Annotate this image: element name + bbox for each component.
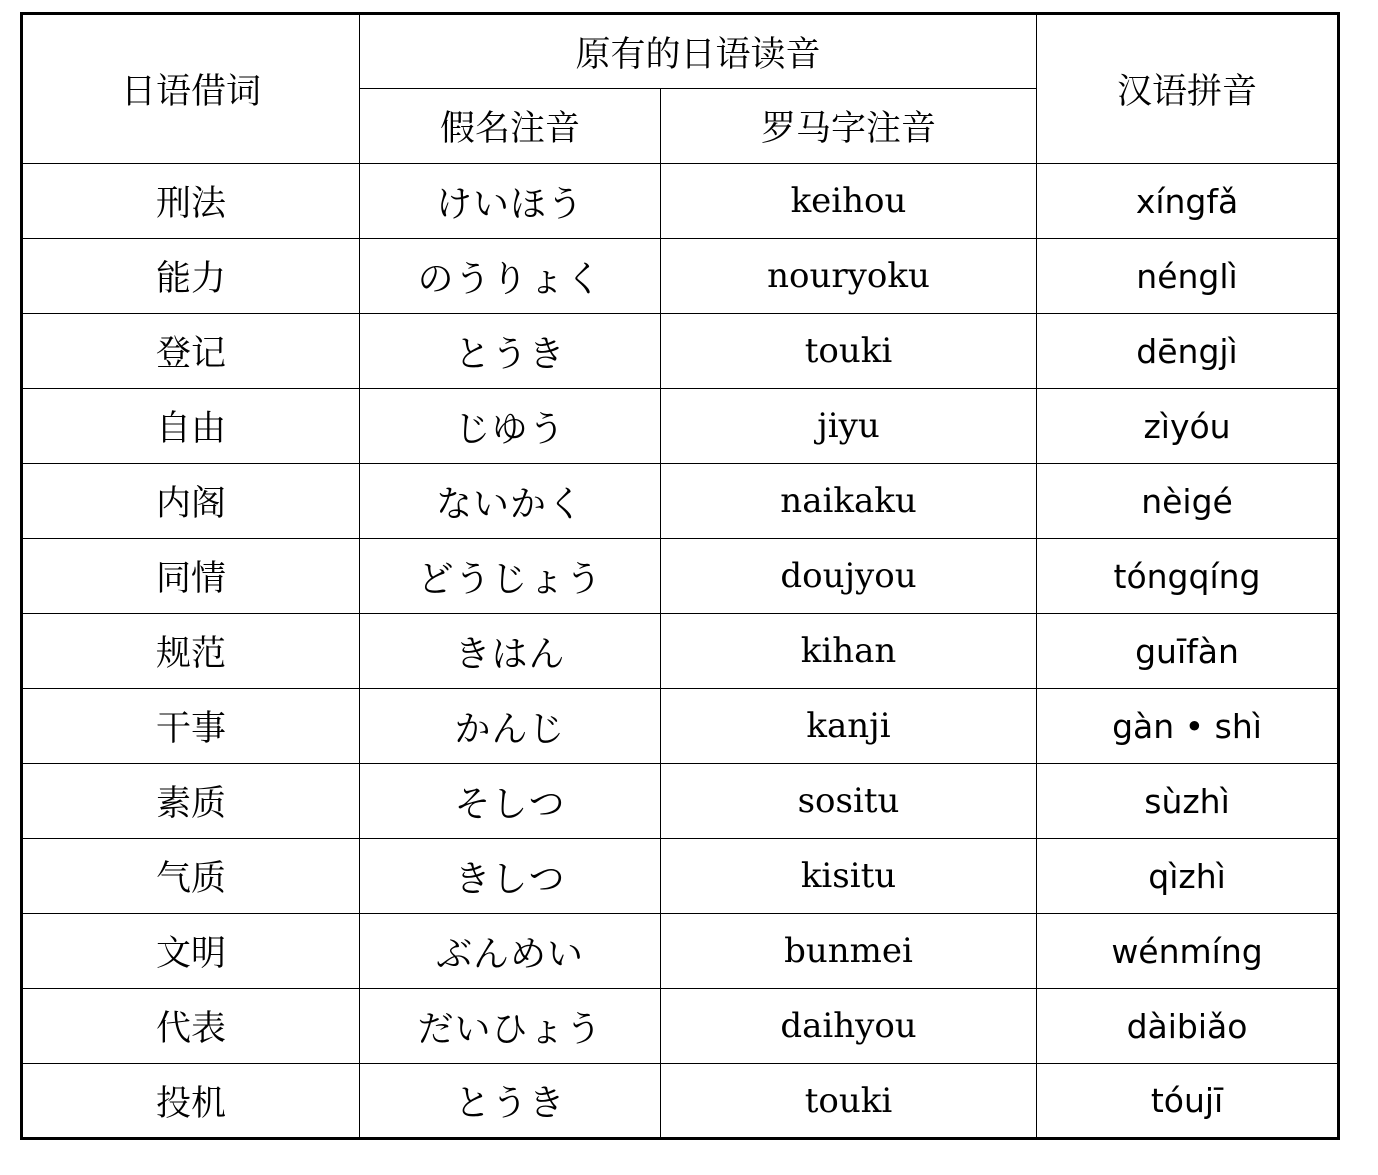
cell-romaji: sositu — [661, 764, 1037, 839]
cell-romaji: nouryoku — [661, 239, 1037, 314]
cell-romaji: touki — [661, 314, 1037, 389]
cell-kana: どうじょう — [360, 539, 661, 614]
cell-pinyin: xíngfǎ — [1037, 164, 1339, 239]
cell-word: 干事 — [22, 689, 360, 764]
cell-pinyin: nénglì — [1037, 239, 1339, 314]
cell-romaji: naikaku — [661, 464, 1037, 539]
table-row — [22, 239, 1339, 314]
cell-kana: だいひょう — [360, 989, 661, 1064]
cell-word: 素质 — [22, 764, 360, 839]
cell-romaji: jiyu — [661, 389, 1037, 464]
cell-pinyin: dàibiǎo — [1037, 989, 1339, 1064]
cell-kana: けいほう — [360, 164, 661, 239]
cell-word: 内阁 — [22, 464, 360, 539]
table-header — [22, 14, 1339, 164]
cell-kana: のうりょく — [360, 239, 661, 314]
cell-kana: きはん — [360, 614, 661, 689]
cell-romaji: kanji — [661, 689, 1037, 764]
cell-romaji: touki — [661, 1064, 1037, 1139]
cell-kana: とうき — [360, 1064, 661, 1139]
table-row — [22, 1064, 1339, 1139]
cell-pinyin: zìyóu — [1037, 389, 1339, 464]
cell-word: 登记 — [22, 314, 360, 389]
header-loanword: 日语借词 — [22, 14, 360, 164]
cell-kana: じゆう — [360, 389, 661, 464]
cell-pinyin: gàn • shì — [1037, 689, 1339, 764]
cell-kana: そしつ — [360, 764, 661, 839]
cell-pinyin: dēngjì — [1037, 314, 1339, 389]
cell-romaji: doujyou — [661, 539, 1037, 614]
table-row — [22, 689, 1339, 764]
table-row — [22, 839, 1339, 914]
cell-word: 投机 — [22, 1064, 360, 1139]
table-row — [22, 539, 1339, 614]
header-original-reading: 原有的日语读音 — [360, 14, 1037, 89]
table-row — [22, 989, 1339, 1064]
table-row — [22, 164, 1339, 239]
cell-word: 同情 — [22, 539, 360, 614]
cell-kana: ないかく — [360, 464, 661, 539]
cell-romaji: bunmei — [661, 914, 1037, 989]
header-row-1 — [22, 14, 1339, 89]
header-kana: 假名注音 — [360, 89, 661, 164]
cell-word: 能力 — [22, 239, 360, 314]
cell-word: 刑法 — [22, 164, 360, 239]
cell-romaji: daihyou — [661, 989, 1037, 1064]
cell-word: 自由 — [22, 389, 360, 464]
table-body — [22, 164, 1339, 1139]
cell-pinyin: qìzhì — [1037, 839, 1339, 914]
cell-romaji: keihou — [661, 164, 1037, 239]
cell-word: 代表 — [22, 989, 360, 1064]
cell-pinyin: tóujī — [1037, 1064, 1339, 1139]
cell-word: 文明 — [22, 914, 360, 989]
table-row — [22, 389, 1339, 464]
table-row — [22, 464, 1339, 539]
table-row — [22, 614, 1339, 689]
loanword-table — [20, 12, 1340, 1140]
cell-romaji: kisitu — [661, 839, 1037, 914]
cell-word: 规范 — [22, 614, 360, 689]
table-row — [22, 764, 1339, 839]
table-row — [22, 314, 1339, 389]
cell-pinyin: sùzhì — [1037, 764, 1339, 839]
cell-pinyin: nèigé — [1037, 464, 1339, 539]
cell-word: 气质 — [22, 839, 360, 914]
table-row — [22, 914, 1339, 989]
cell-kana: とうき — [360, 314, 661, 389]
header-romaji: 罗马字注音 — [661, 89, 1037, 164]
cell-kana: きしつ — [360, 839, 661, 914]
cell-kana: ぶんめい — [360, 914, 661, 989]
cell-pinyin: guīfàn — [1037, 614, 1339, 689]
cell-pinyin: wénmíng — [1037, 914, 1339, 989]
cell-pinyin: tóngqíng — [1037, 539, 1339, 614]
header-pinyin: 汉语拼音 — [1037, 14, 1339, 164]
cell-romaji: kihan — [661, 614, 1037, 689]
cell-kana: かんじ — [360, 689, 661, 764]
